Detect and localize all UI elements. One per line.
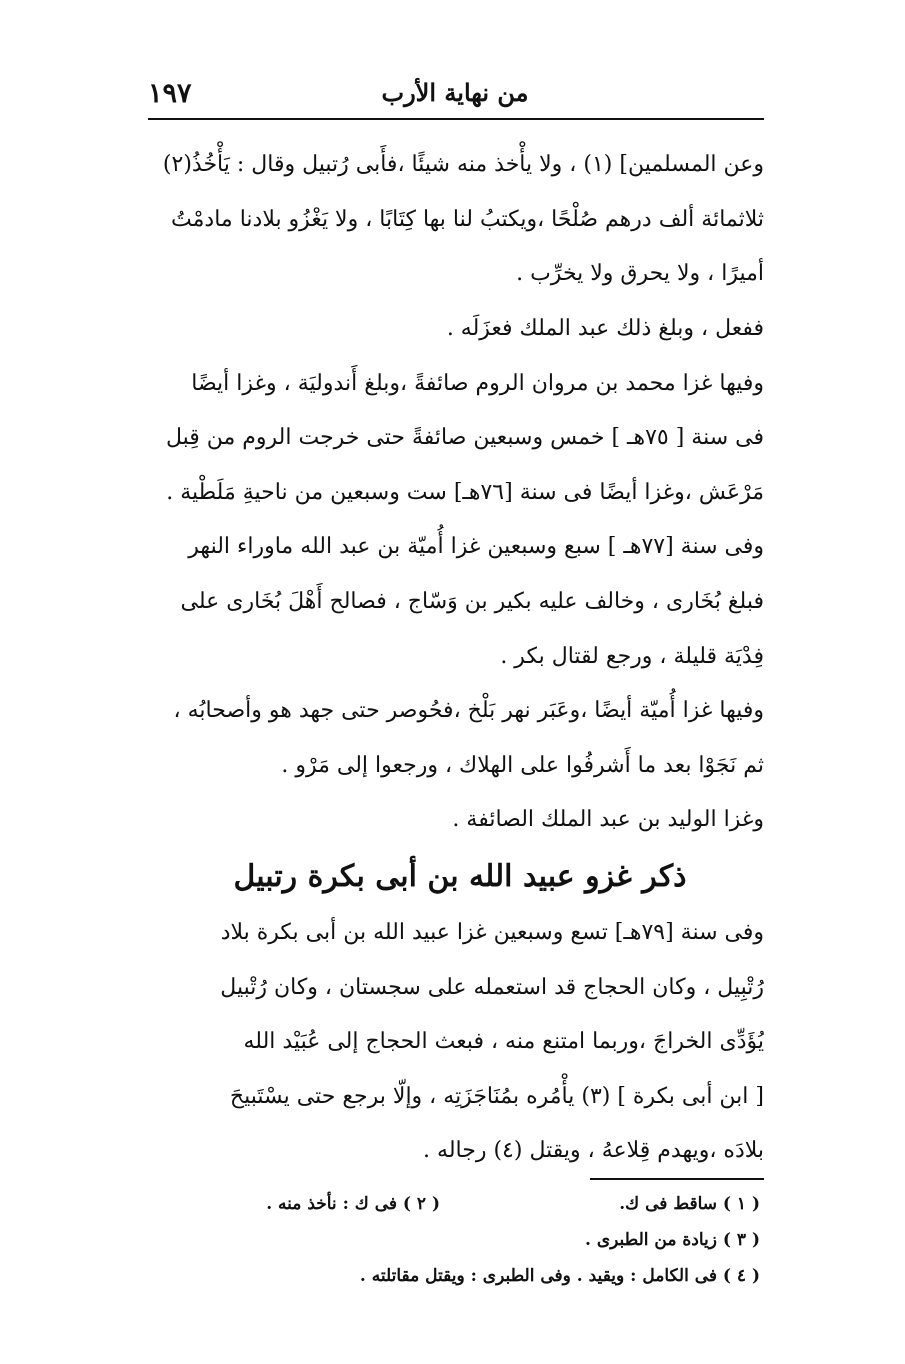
footnote-1: ( ١ ) ساقط فى ك. — [619, 1194, 760, 1214]
footnote-2: ( ٢ ) فى ك : نأخذ منه . — [266, 1194, 440, 1214]
section-heading: ذكر غزو عبيد الله بن أبى بكرة رتبيل — [233, 858, 687, 894]
text-line: ثلاثمائة ألف درهم صُلْحًا ،ويكتبُ لنا بها كِتَابًا ، ولا يَغْزُو بلادنا مادمْتُ — [171, 206, 764, 232]
main-text — [156, 138, 764, 1179]
text-line: وفى سنة [٧٧هـ ] سبع وسبعين غزا أُميّة بن عبد الله ماوراء النهر — [188, 534, 764, 560]
footnote-4: ( ٤ ) فى الكامل : ويقيد . وفى الطبرى : ويقتل مقاتلته . — [359, 1266, 760, 1286]
footnotes — [220, 1186, 760, 1294]
text-line: ثم نَجَوْا بعد ما أَشرفُوا على الهلاك ، ورجعوا إلى مَرْو . — [281, 752, 764, 778]
text-line: فى سنة [ ٧٥هـ ] خمس وسبعين صائفةً حتى خرجت الروم من قِبل — [165, 425, 764, 451]
page-number: ١٩٧ — [148, 78, 192, 109]
footnote-rule — [590, 1178, 764, 1180]
running-title: من نهاية الأرب — [381, 78, 529, 107]
header-rule — [148, 118, 764, 120]
text-line: رُتْبِيل ، وكان الحجاج قد استعمله على سجستان ، وكان رُتْبيل — [220, 974, 764, 1000]
text-line: وعن المسلمين] (١) ، ولا يأْخذ منه شيئًا ،فأَبى رُتبيل وقال : يَأْخُذُ(٢) — [162, 152, 764, 178]
text-line: مَرْعَش ،وغزا أيضًا فى سنة [٧٦هـ] ست وسبعين من ناحيةِ مَلَطْية . — [166, 479, 764, 505]
footnote-3: ( ٣ ) زيادة من الطبرى . — [585, 1230, 760, 1250]
text-line: يُؤَدِّى الخراجَ ،وربما امتنع منه ، فبعث الحجاج إلى عُبَيْد الله — [243, 1029, 764, 1055]
text-line: ففعل ، وبلغ ذلك عبد الملك فعزَلَه . — [446, 316, 764, 342]
text-line: أميرًا ، ولا يحرق ولا يخرِّب . — [516, 261, 764, 287]
text-line: وفيها غزا محمد بن مروان الروم صائفةً ،وبلغ أَندوليَة ، وغزا أيضًا — [191, 370, 764, 396]
footnote-row — [220, 1186, 760, 1222]
text-line: فبلغ بُخَارى ، وخالف عليه بكير بن وَسّاج ، فصالح أَهْلَ بُخَارى على — [180, 589, 764, 615]
text-line: [ ابن أبى بكرة ] (٣) يأْمُره بمُنَاجَزَتِه ، وإلّا برجع حتى يسْتَبيحَ — [229, 1083, 764, 1109]
text-line: بلادَه ،ويهدم قِلاعهُ ، ويقتل (٤) رجاله . — [423, 1138, 764, 1164]
footnote-row — [220, 1222, 760, 1258]
footnote-row — [220, 1258, 760, 1294]
text-line: وفى سنة [٧٩هـ] تسع وسبعين غزا عبيد الله بن أبى بكرة بلاد — [220, 920, 764, 946]
page-header — [148, 74, 762, 114]
text-line: فِدْيَة قليلة ، ورجع لقتال بكر . — [500, 643, 764, 669]
text-line: وفيها غزا أُميّة أيضًا ،وعَبَر نهر بَلْخ ،فحُوصر حتى جهد هو وأصحابُه ، — [173, 698, 764, 724]
text-line: وغزا الوليد بن عبد الملك الصائفة . — [452, 807, 764, 833]
